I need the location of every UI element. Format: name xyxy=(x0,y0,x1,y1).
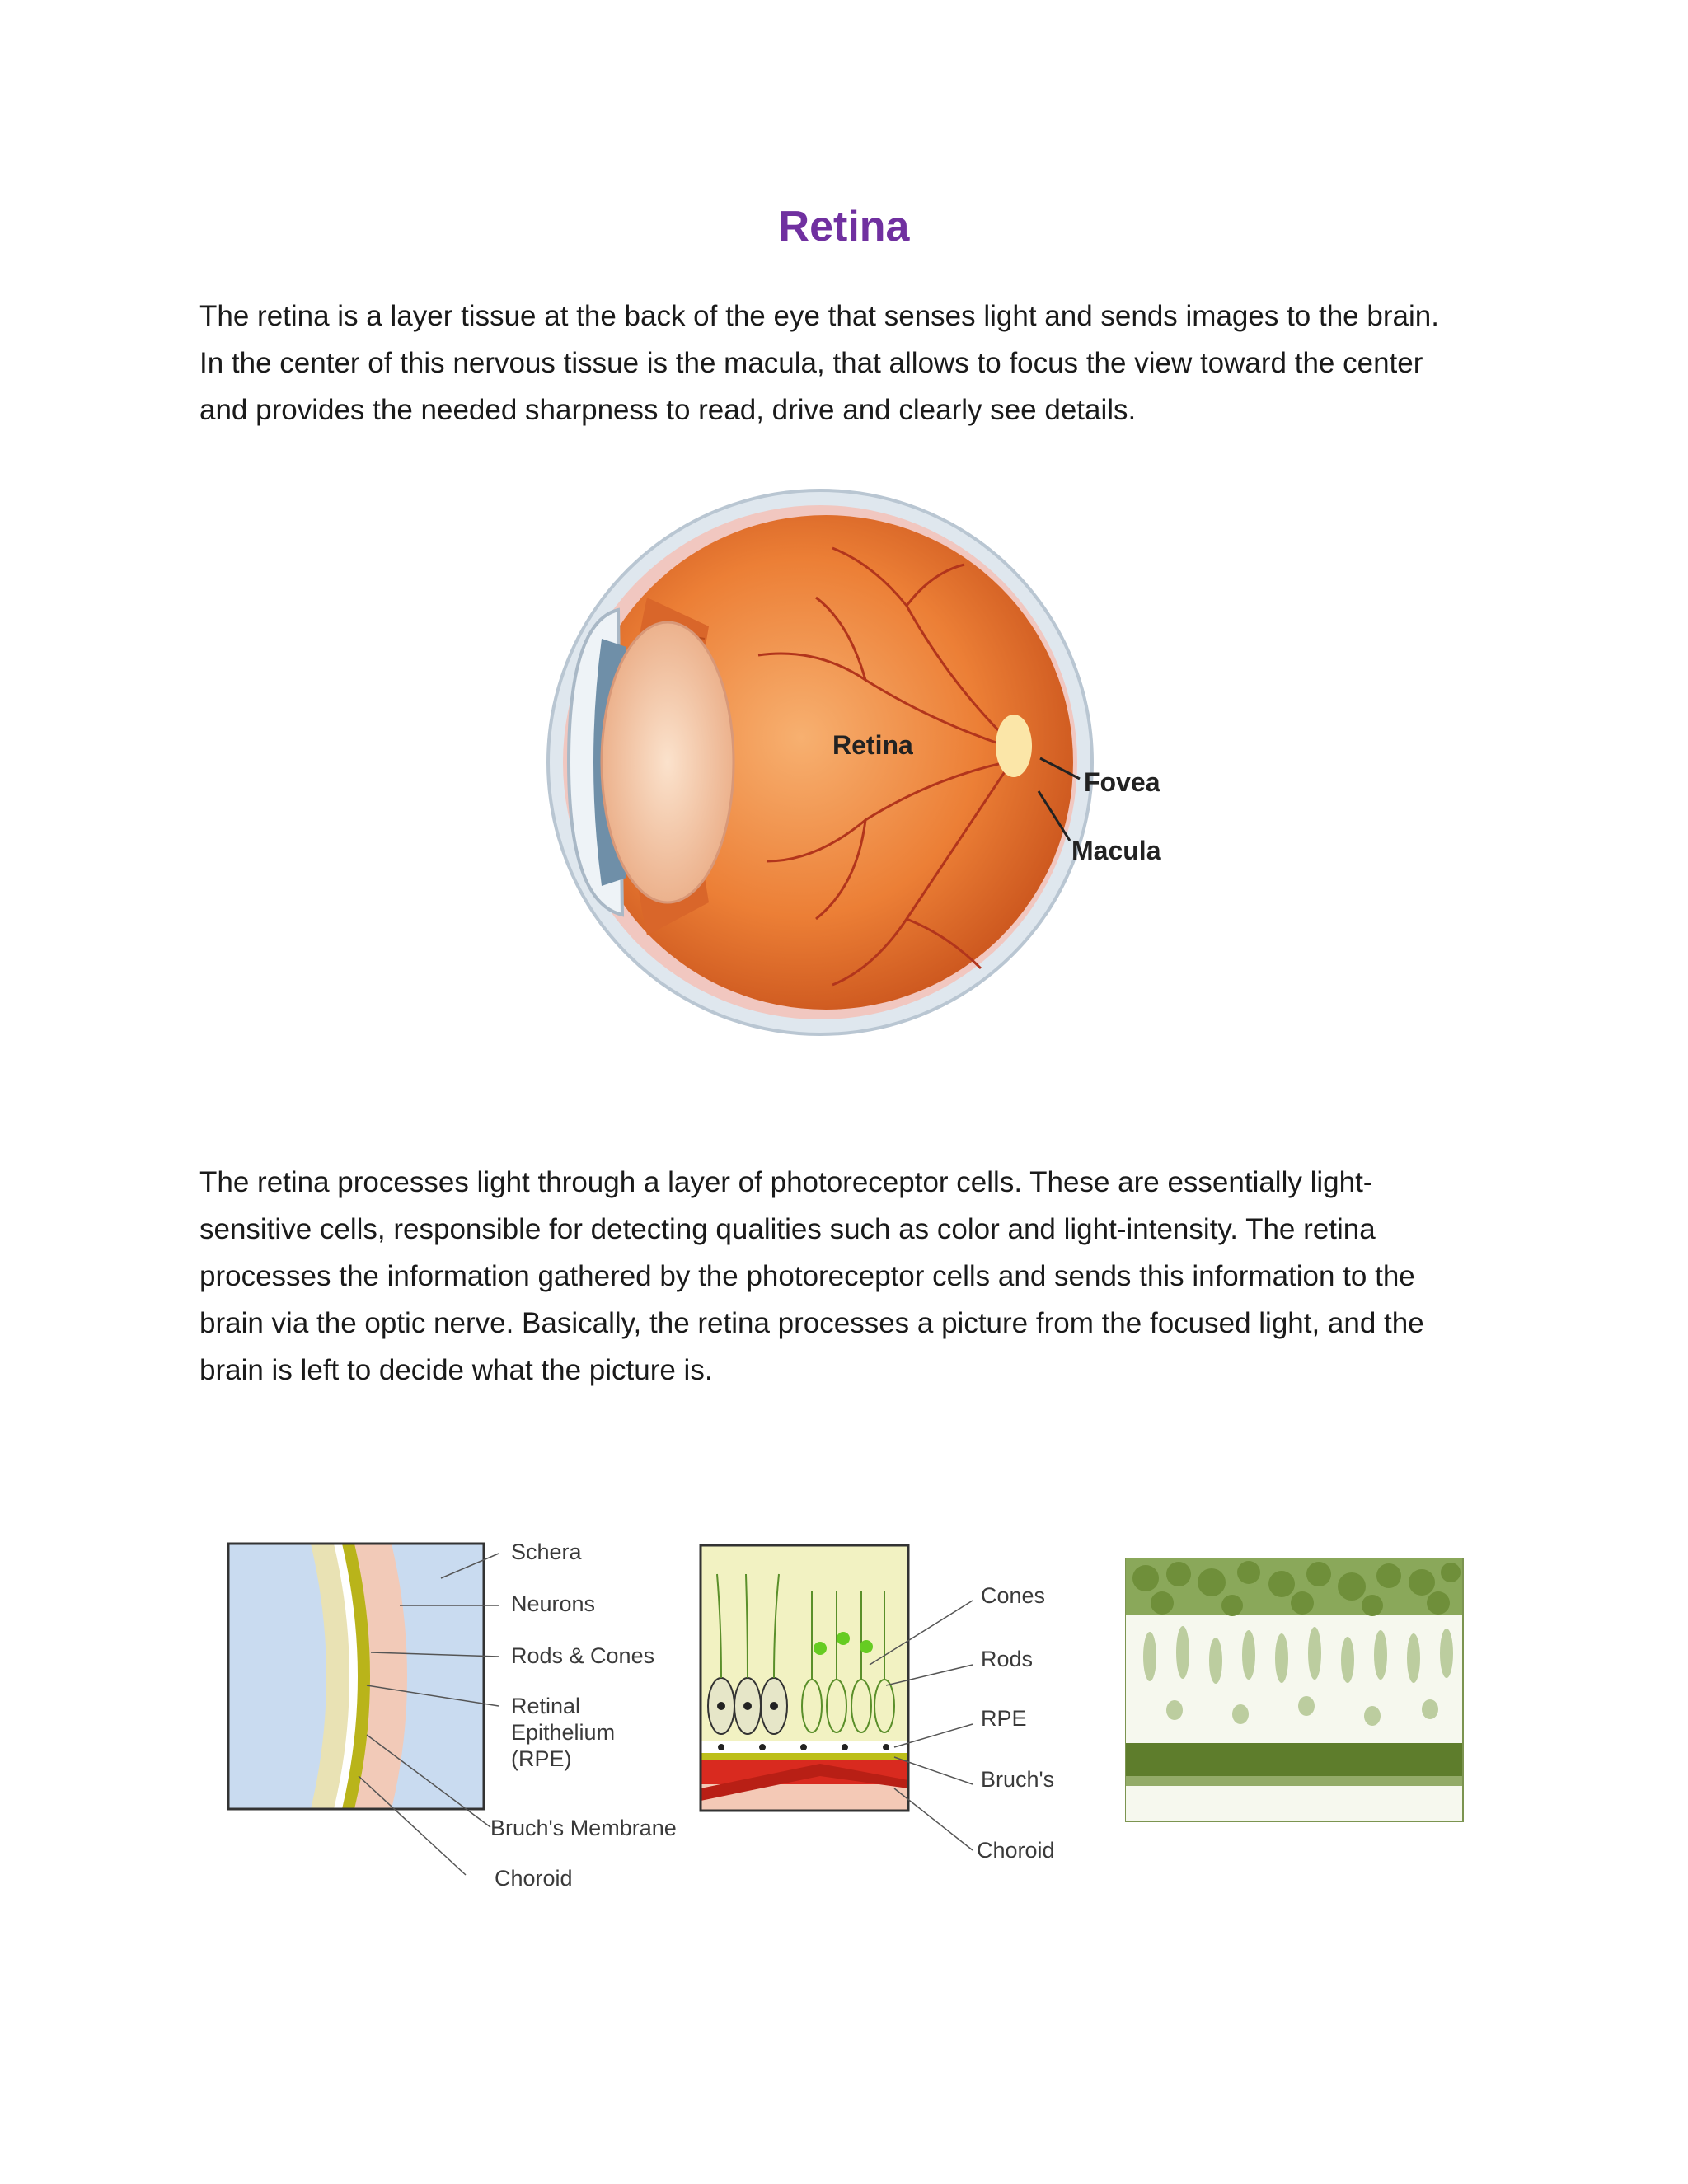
rpe-label-line3: (RPE) xyxy=(511,1746,572,1771)
macula-label: Macula xyxy=(1071,836,1161,865)
page-title: Retina xyxy=(778,203,910,251)
choroid-label: Choroid xyxy=(495,1866,573,1891)
histology-rpe-band xyxy=(1125,1743,1463,1786)
bruchs-short-label: Bruch's xyxy=(981,1767,1055,1792)
fovea-label: Fovea xyxy=(1084,767,1160,797)
lens-shape xyxy=(602,622,734,902)
optic-disc-shape xyxy=(996,715,1032,777)
layers-box-shape xyxy=(228,1544,484,1809)
intro-paragraph: The retina is a layer tissue at the back of the eye that senses light and sends images to the brain. In the center of this nervous tissue is the macula, that allows to focus the view toward the center and provides the needed sharpness to read, drive and clearly see details. xyxy=(199,300,1439,426)
photoreceptor-paragraph: The retina processes light through a layer of photoreceptor cells. These are essentially light-sensitive cells, responsible for detecting qualities such as color and light-intensity. The retina processes the information gathered by the photoreceptor cells and sends this information to the brain via the optic nerve. Basically, the retina processes a picture from the focused light, and the brain is left to decide what the picture is. xyxy=(199,1166,1424,1386)
choroid-short-label: Choroid xyxy=(977,1838,1055,1863)
retina-label: Retina xyxy=(832,730,913,760)
retina-histology-image xyxy=(1125,1558,1471,1830)
rods-cones-label: Rods & Cones xyxy=(511,1643,655,1668)
rpe-label-line1: Retinal xyxy=(511,1694,581,1718)
bruchs-membrane-label: Bruch's Membrane xyxy=(490,1816,677,1840)
retinal-layers-diagram xyxy=(218,1529,696,1900)
rpe-label-line2: Epithelium xyxy=(511,1720,616,1745)
eye-cross-section-illustration xyxy=(519,474,1195,1051)
cones-label: Cones xyxy=(981,1583,1046,1608)
sclera-label: Schera xyxy=(511,1540,582,1564)
photoreceptor-cells-diagram xyxy=(696,1541,1109,1871)
rods-label: Rods xyxy=(981,1647,1034,1671)
histology-top-layer xyxy=(1125,1558,1463,1616)
rpe-short-label: RPE xyxy=(981,1706,1027,1731)
neurons-label: Neurons xyxy=(511,1591,596,1616)
cells-box-shape xyxy=(701,1545,908,1811)
